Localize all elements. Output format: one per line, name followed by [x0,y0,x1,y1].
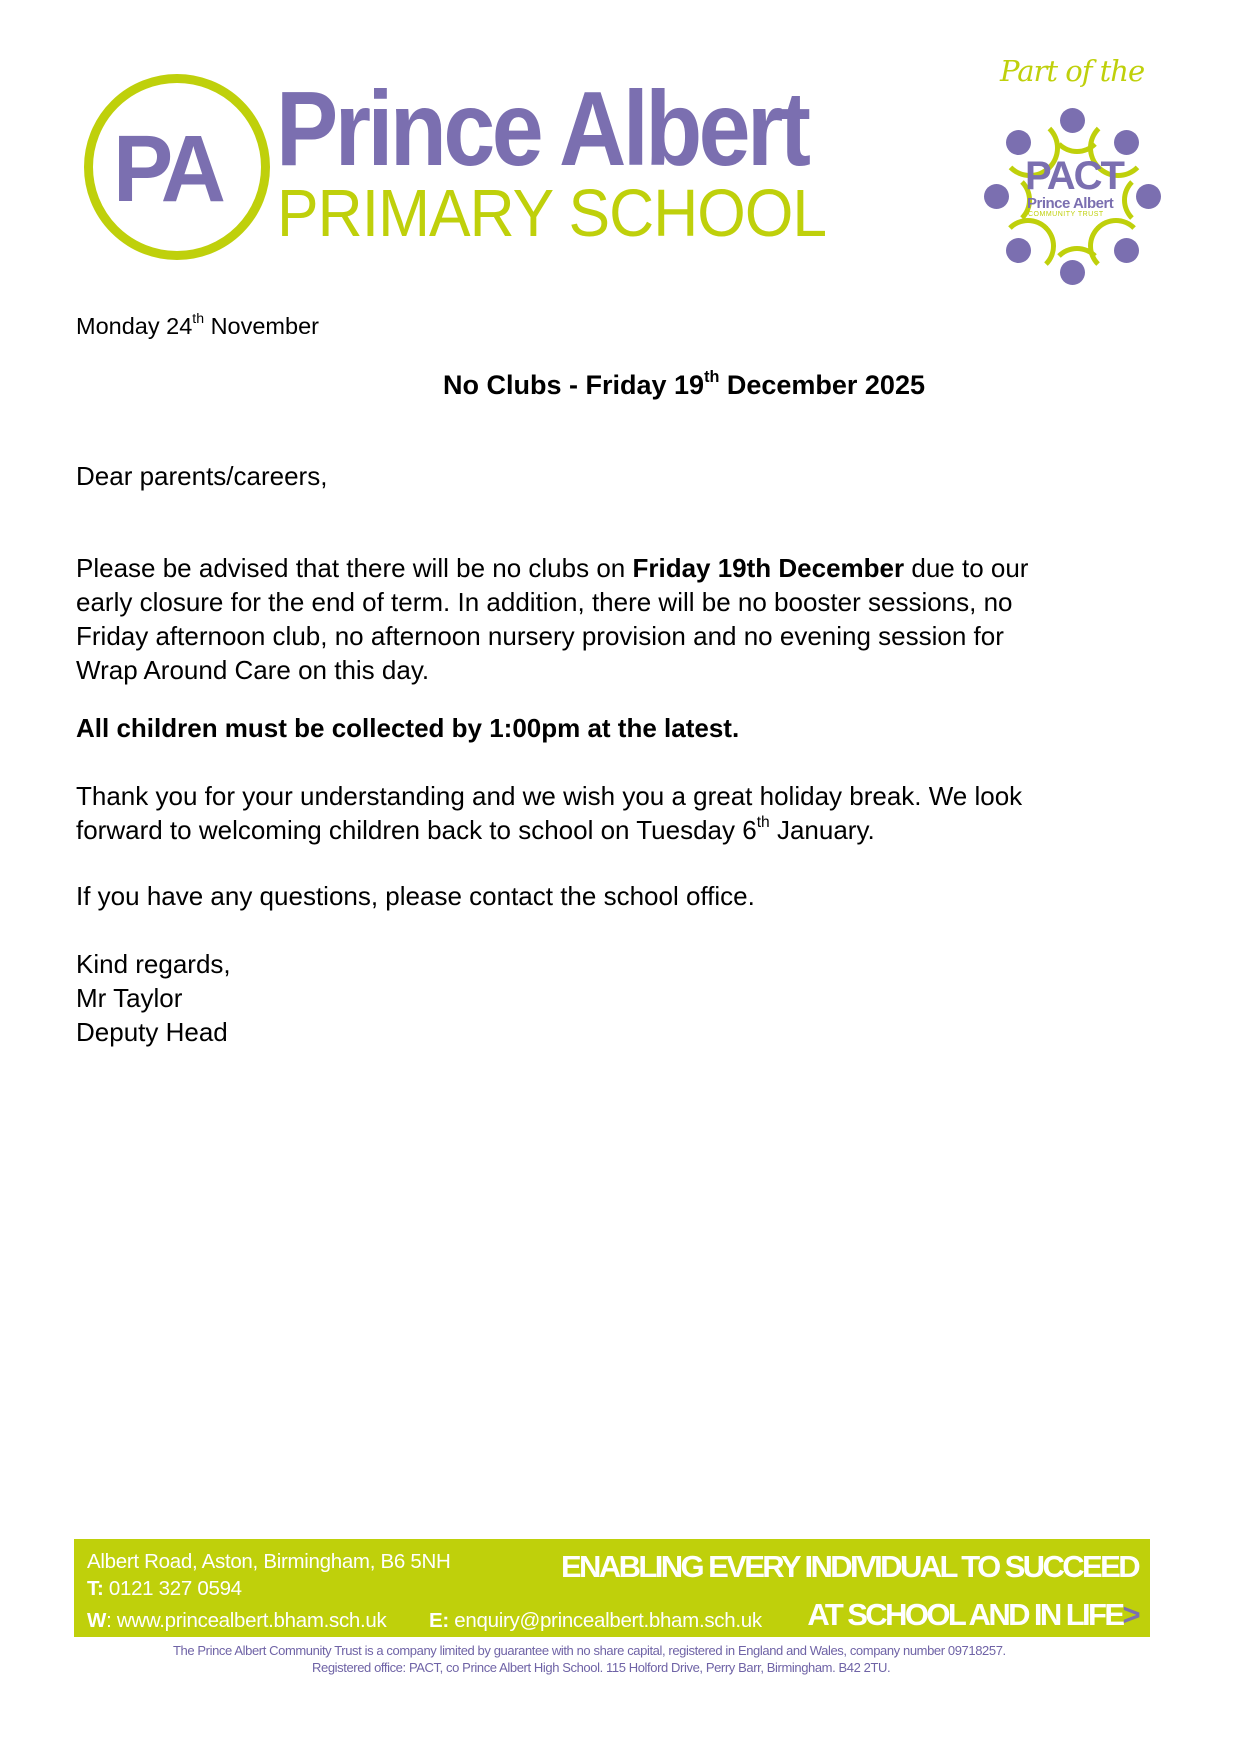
legal-notice-line-1: The Prince Albert Community Trust is a company limited by guarantee with no share capital, registered in England and Wales, company number 09718257. [173,1643,1006,1658]
footer-bar [74,1539,1150,1637]
letter-date: Monday 24th November [76,310,319,339]
paragraph-collection-time: All children must be collected by 1:00pm at the latest. [76,713,740,743]
footer-website[interactable]: W: www.princealbert.bham.sch.uk [87,1609,387,1632]
footer-phone: T: 0121 327 0594 [87,1577,242,1600]
pact-logo [980,50,1170,290]
emphasis-date: Friday 19th December [632,553,905,583]
letter-title: No Clubs - Friday 19th December 2025 [443,368,925,400]
signatory-role: Deputy Head [76,1017,228,1047]
slogan-line-1: ENABLING EVERY INDIVIDUAL TO SUCCEED [560,1549,1138,1584]
school-name: Prince Albert [276,70,808,188]
slogan-line-2: AT SCHOOL AND IN LIFE> [807,1597,1138,1632]
signoff [76,947,231,1049]
salutation: Dear parents/careers, [76,461,328,491]
legal-notice-line-2: Registered office: PACT, co Prince Albert High School. 115 Holford Drive, Perry Barr, Birmingham. B42 2TU. [312,1660,891,1675]
arrow-right-icon: > [1122,1597,1138,1632]
school-type: PRIMARY SCHOOL [277,176,827,251]
pact-acronym: PACT [1025,154,1123,198]
pact-name: Prince Albert [1027,195,1114,212]
footer-address: Albert Road, Aston, Birmingham, B6 5NH [87,1550,451,1573]
paragraph-closure-notice: Please be advised that there will be no clubs on Friday 19th December due to our early closure for the end of term. In addition, there will be no booster sessions, no Friday afternoon club, no afternoon nursery provision and no evening session for Wrap Around Care on this day. [76,553,1029,685]
logo-initials: PA [113,116,221,222]
pact-tagline: Part of the [1000,54,1145,88]
signatory-name: Mr Taylor [76,983,183,1013]
paragraph-contact: If you have any questions, please contact the school office. [76,881,755,911]
closing: Kind regards, [76,949,231,979]
pact-subtitle: COMMUNITY TRUST [1028,211,1104,218]
paragraph-thanks: Thank you for your understanding and we wish you a great holiday break. We look forward to welcoming children back to school on Tuesday 6th January. [76,781,1023,845]
footer-email[interactable]: E: enquiry@princealbert.bham.sch.uk [429,1609,762,1632]
